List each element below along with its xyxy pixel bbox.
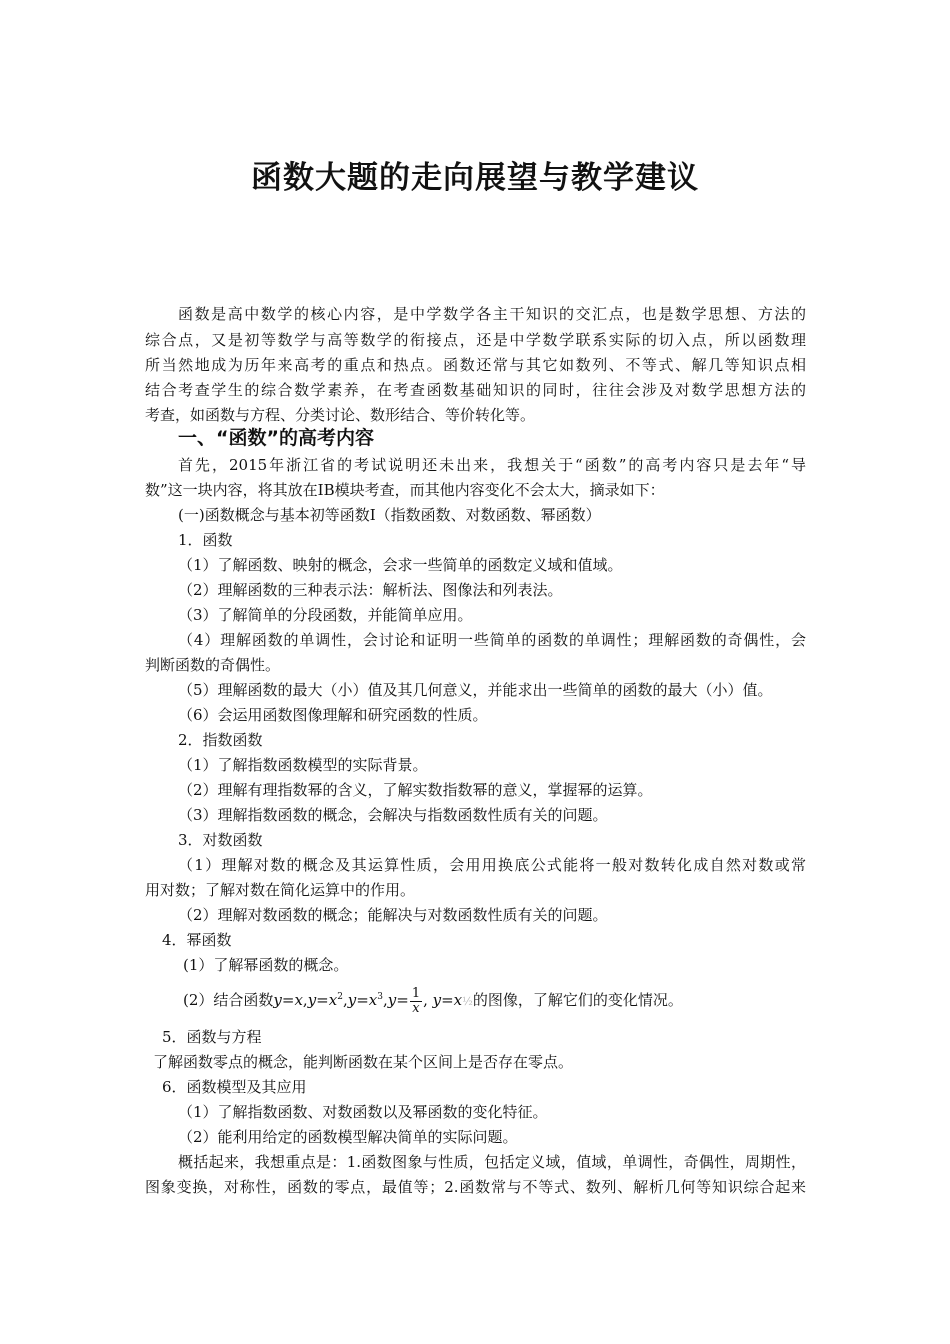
intro-line: 综合点，又是初等数学与高等数学的衔接点，还是中学数学联系实际的切入点，所以函数理: [145, 331, 806, 349]
intro-line: 考查，如函数与方程、分类讨论、数形结合、等价转化等。: [145, 406, 536, 424]
intro-line: 函数是高中数学的核心内容，是中学数学各主干知识的交汇点，也是数学思想、方法的: [178, 305, 806, 323]
summary-line: 图象变换，对称性，函数的零点，最值等；2.函数常与不等式、数列、解析几何等知识综合起来: [145, 1178, 806, 1196]
topic-title: 5．函数与方程: [162, 1028, 262, 1046]
list-item: （6）会运用函数图像理解和研究函数的性质。: [178, 706, 488, 724]
intro-line: 结合考查学生的综合数学素养，在考查函数基础知识的同时，往往会涉及对数学思想方法的: [145, 381, 806, 399]
list-item: （5）理解函数的最大（小）值及其几何意义，并能求出一些简单的函数的最大（小）值。: [178, 681, 773, 699]
intro-line: 所当然地成为历年来高考的重点和热点。函数还常与其它如数列、不等式、解几等知识点相: [145, 356, 806, 374]
page-title: 函数大题的走向展望与教学建议: [251, 160, 699, 196]
list-item: （2）能利用给定的函数模型解决简单的实际问题。: [178, 1128, 518, 1146]
list-item: (1）了解幂函数的概念。: [183, 956, 349, 974]
fraction-denominator: x: [410, 1001, 422, 1016]
list-item: （4）理解函数的单调性，会讨论和证明一些简单的函数的单调性；理解函数的奇偶性，会: [178, 631, 806, 649]
fraction: [410, 987, 422, 1016]
formula-term: y=x: [347, 991, 378, 1009]
list-item: （2）理解对数函数的概念；能解决与对数函数性质有关的问题。: [178, 906, 608, 924]
item-suffix: 的图像，了解它们的变化情况。: [472, 991, 683, 1009]
list-item: （3）理解指数函数的概念，会解决与指数函数性质有关的问题。: [178, 806, 608, 824]
list-item: （1）理解对数的概念及其运算性质，会用用换底公式能将一般对数转化成自然对数或常: [178, 856, 806, 874]
list-item: （1）了解指数函数模型的实际背景。: [178, 756, 428, 774]
list-item: （1）了解指数函数、对数函数以及幂函数的变化特征。: [178, 1103, 548, 1121]
section-intro-line: 首先，2015年浙江省的考试说明还未出来，我想关于“函数”的高考内容只是去年“导: [178, 456, 806, 474]
topic-title: 6．函数模型及其应用: [162, 1078, 307, 1096]
item-prefix: (2）结合函数: [183, 991, 274, 1009]
summary-line: 概括起来，我想重点是：1.函数图象与性质，包括定义域，值域，单调性，奇偶性，周期性，: [178, 1153, 806, 1171]
part-title: (一)函数概念与基本初等函数Ⅰ（指数函数、对数函数、幂函数）: [178, 506, 601, 524]
section-intro-line: 数”这一块内容，将其放在IB模块考查，而其他内容变化不会太大，摘录如下：: [145, 481, 665, 499]
formula-exponent: ½: [462, 995, 473, 1008]
topic-title: 4．幂函数: [162, 931, 232, 949]
list-item: （2）理解有理指数幂的含义，了解实数指数幂的意义，掌握幂的运算。: [178, 781, 653, 799]
formula-term: y=x: [307, 991, 338, 1009]
topic-title: 2．指数函数: [178, 731, 263, 749]
fraction-numerator: 1: [411, 985, 421, 1001]
section-heading: 一、“函数”的高考内容: [178, 427, 374, 449]
paragraph: 了解函数零点的概念，能判断函数在某个区间上是否存在零点。: [153, 1053, 574, 1071]
formula-term: y=: [387, 991, 409, 1009]
formula-term: y=x: [432, 991, 463, 1009]
formula-term: y=x: [273, 991, 303, 1009]
list-item: （3）了解简单的分段函数，并能简单应用。: [178, 606, 473, 624]
list-item-continued: 用对数；了解对数在简化运算中的作用。: [145, 881, 416, 899]
list-item: （1）了解函数、映射的概念，会求一些简单的函数定义域和值域。: [178, 556, 623, 574]
power-function-item: (2）结合函数$y=x,y=x^2,y=x^3,y=$ $\frac{1}{x}$ , y=x½的图像，了解它们的变化情况。: [183, 985, 683, 1016]
formula-exponent: 3: [377, 992, 383, 1002]
list-item: （2）理解函数的三种表示法：解析法、图像法和列表法。: [178, 581, 563, 599]
topic-title: 3．对数函数: [178, 831, 263, 849]
topic-title: 1．函数: [178, 531, 233, 549]
formula-exponent: 2: [337, 992, 343, 1002]
list-item-continued: 判断函数的奇偶性。: [145, 656, 281, 674]
